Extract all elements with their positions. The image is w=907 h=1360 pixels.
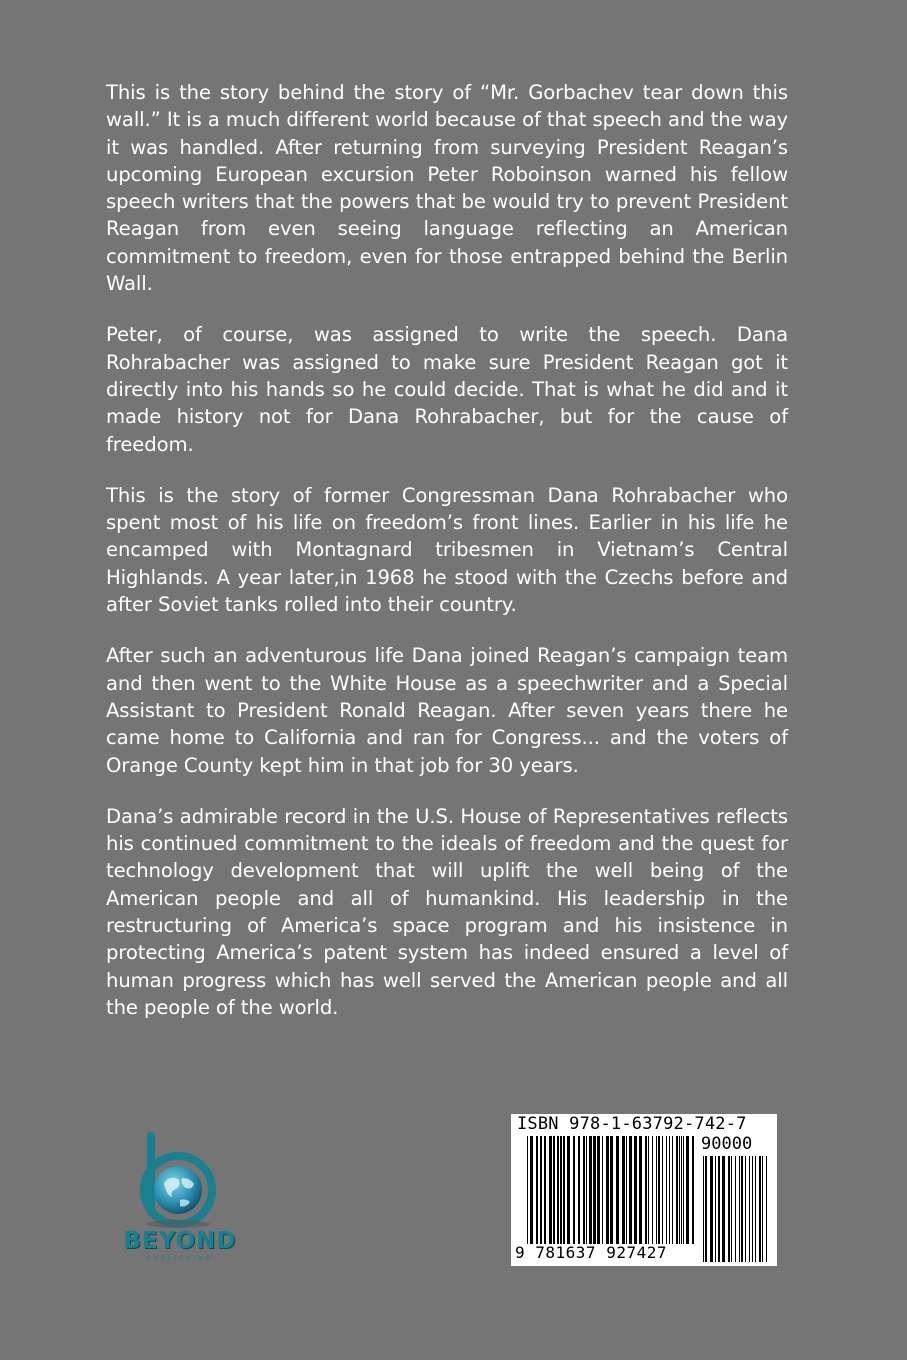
- barcode-bar: [549, 1136, 552, 1244]
- barcode-bar: [527, 1136, 528, 1244]
- barcode-bar: [583, 1136, 585, 1244]
- publisher-name: BEYOND: [123, 1228, 237, 1254]
- barcode-bar: [567, 1136, 570, 1244]
- barcode-bar: [710, 1156, 713, 1262]
- barcode-bar: [672, 1136, 673, 1244]
- globe-b-logo-icon: [112, 1128, 252, 1232]
- barcode-bar: [728, 1156, 730, 1262]
- barcode-bar: [586, 1136, 587, 1244]
- barcode-bar: [686, 1136, 689, 1244]
- barcode-bar: [540, 1136, 542, 1244]
- publisher-logo: [112, 1128, 252, 1268]
- barcode-bar: [573, 1136, 575, 1244]
- barcode-bar: [741, 1156, 743, 1262]
- barcode-bar: [692, 1136, 694, 1244]
- back-cover-blurb: [106, 79, 788, 1045]
- barcode-bar: [610, 1136, 613, 1244]
- barcode-bar: [715, 1156, 716, 1262]
- barcode-bar: [616, 1136, 619, 1244]
- barcode-bar: [560, 1136, 562, 1244]
- barcode-bar: [662, 1136, 663, 1244]
- isbn-barcode: [511, 1114, 777, 1266]
- barcode-bar: [639, 1136, 642, 1244]
- barcode-bar: [766, 1156, 767, 1262]
- barcode-bar: [666, 1136, 667, 1244]
- blurb-paragraph-4: After such an adventurous life Dana joined Reagan’s campaign team and then went to the White House as a speechwriter and a Special Assistant to President Ronald Reagan. After seven years there he came home to California and ran for Congress... and the voters of Orange County kept him in that job for 30 years.: [106, 644, 788, 777]
- isbn-label: ISBN 978-1-63792-742-7: [517, 1114, 747, 1134]
- blurb-paragraph-3: This is the story of former Congressman Dana Rohrabacher who spent most of his life on freedom’s front lines. Earlier in his life he encamped with Montagnard tribesmen in Vietnam’s Central Highlands. A year later,in 1968 he stood with the Czechs before and after Soviet tanks rolled into their country.: [106, 483, 788, 617]
- barcode-bar: [626, 1136, 627, 1244]
- barcode-bar: [622, 1136, 625, 1244]
- barcode-bar: [589, 1136, 592, 1244]
- barcode-bar: [735, 1156, 736, 1262]
- barcode-bar: [597, 1136, 600, 1244]
- barcode-bar: [648, 1136, 649, 1244]
- barcode-bar: [676, 1136, 678, 1244]
- barcode-bar: [722, 1156, 725, 1262]
- barcode-bar: [578, 1136, 580, 1244]
- barcode-bar: [645, 1136, 647, 1244]
- barcode-bar: [683, 1136, 684, 1244]
- barcode-bar: [544, 1136, 546, 1244]
- blurb-paragraph-2: Peter, of course, was assigned to write the speech. Dana Rohrabacher was assigned to make sure President Reagan got it directly into his hands so he could decide. That is what he did and it made history not for Dana Rohrabacher, but for the cause of freedom.: [106, 323, 788, 456]
- blurb-paragraph-1: This is the story behind the story of “Mr. Gorbachev tear down this wall.” It is a much different world because of that speech and the way it was handled. After returning from surveying President Reagan’s upcoming European excursion Peter Roboinson warned his fellow speech writers that the powers that be would try to prevent President Reagan from even seeing language reflecting an American commitment to freedom, even for those entrapped behind the Berlin Wall.: [106, 81, 788, 296]
- blurb-paragraph-5: Dana’s admirable record in the U.S. House of Representatives reflects his continued commitment to the ideals of freedom and the quest for technology development that will uplift the well being of the American people and all of humankind. His leadership in the restructuring of America’s space program and his insistence in protecting America’s patent system has indeed ensured a level of human progress which has well served the American people and all the people of the world.: [106, 804, 788, 1019]
- barcode-bar: [602, 1136, 603, 1244]
- barcode-bar: [759, 1156, 761, 1262]
- barcode-bar: [739, 1156, 740, 1262]
- barcode-bar: [553, 1136, 555, 1244]
- barcode-bar: [679, 1136, 680, 1244]
- barcode-bar: [652, 1136, 653, 1244]
- barcode-bar: [593, 1136, 596, 1244]
- price-addon-digits: 90000: [701, 1134, 753, 1154]
- barcode-bar: [658, 1136, 660, 1244]
- barcode-bar: [718, 1156, 720, 1262]
- barcode-bar: [606, 1136, 609, 1244]
- barcode-bar: [762, 1156, 763, 1262]
- barcode-bar: [629, 1136, 632, 1244]
- barcode-bar: [703, 1156, 704, 1262]
- barcode-bar: [536, 1136, 538, 1244]
- barcode-bar: [731, 1156, 732, 1262]
- barcode-bar: [749, 1156, 750, 1262]
- barcode-bar: [563, 1136, 565, 1244]
- barcode-bar: [705, 1156, 707, 1262]
- barcode-bar: [669, 1136, 670, 1244]
- ean-digits: 9 781637 927427: [515, 1243, 667, 1262]
- barcode-bar: [681, 1136, 682, 1244]
- barcode-bar: [755, 1156, 756, 1262]
- barcode-bar: [530, 1136, 533, 1244]
- barcode-bar: [557, 1136, 559, 1244]
- barcode-bar: [656, 1136, 657, 1244]
- publisher-tagline: PUBLISHING: [146, 1255, 214, 1262]
- barcode-bar: [634, 1136, 637, 1244]
- barcode-bar: [745, 1156, 746, 1262]
- barcode-bar: [752, 1156, 753, 1262]
